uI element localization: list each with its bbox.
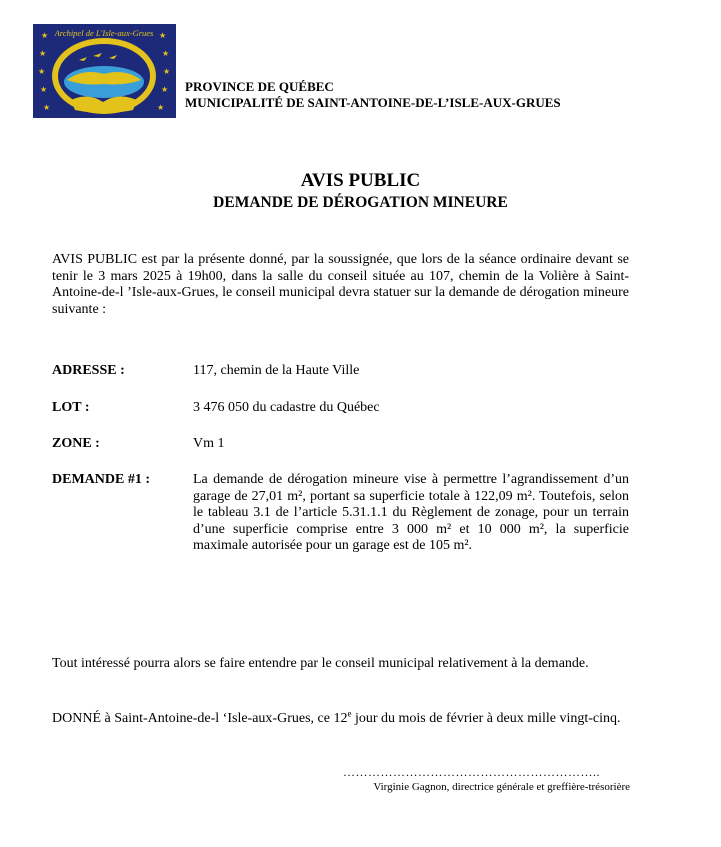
given-paragraph — [52, 708, 629, 728]
given-text-end: jour du mois de février à deux mille vingt-cinq. — [351, 711, 621, 726]
address-label: ADRESSE : — [52, 363, 125, 378]
svg-text:★: ★ — [159, 31, 167, 40]
logo-text: Archipel de L'Isle-aux-Grues — [54, 28, 154, 38]
demande-value: La demande de dérogation mineure vise à permettre l’agrandissement d’un garage de 27,01 m², portant sa superficie totale à 122,09 m². Toutefois, selon le tableau 3.1 de l’article 5.31.1.1 du Règlement de zonage, pour un terrain d’une superficie comprise entre 3 000 m² et 10 000 m², la superficie maximale autorisée pour un garage est de 105 m². — [193, 472, 629, 553]
signature-line: …………………………………………………….. — [343, 765, 600, 779]
header-province: PROVINCE DE QUÉBEC — [185, 79, 334, 94]
svg-text:★: ★ — [162, 49, 170, 58]
signatory-name: Virginie Gagnon, directrice générale et greffière-trésorière — [373, 781, 630, 793]
interest-paragraph: Tout intéressé pourra alors se faire entendre par le conseil municipal relativement à la demande. — [52, 656, 589, 671]
svg-text:★: ★ — [163, 67, 171, 76]
lot-value: 3 476 050 du cadastre du Québec — [193, 400, 380, 415]
zone-value: Vm 1 — [193, 436, 225, 451]
given-text-start: DONNÉ à Saint-Antoine-de-l ‘Isle-aux-Grues, ce 12 — [52, 711, 348, 726]
demande-label: DEMANDE #1 : — [52, 472, 150, 487]
svg-text:★: ★ — [43, 103, 51, 112]
zone-label: ZONE : — [52, 436, 100, 451]
svg-text:★: ★ — [41, 31, 49, 40]
intro-paragraph: AVIS PUBLIC est par la présente donné, par la soussignée, que lors de la séance ordinaire devant se tenir le 3 mars 2025 à 19h00, dans la salle du conseil située au 107, chemin de la Volière à Saint-Antoine-de-l ’Isle-aux-Grues, le conseil municipal devra statuer sur la demande de dérogation mineure suivante : — [52, 252, 629, 317]
svg-text:★: ★ — [38, 67, 46, 76]
document-header — [185, 79, 561, 111]
svg-text:★: ★ — [40, 85, 48, 94]
given-ordinal: e — [347, 708, 352, 719]
page-title: AVIS PUBLIC — [300, 170, 421, 191]
svg-text:★: ★ — [157, 103, 165, 112]
page-subtitle: DEMANDE DE DÉROGATION MINEURE — [213, 194, 508, 211]
svg-text:★: ★ — [161, 85, 169, 94]
header-municipality: MUNICIPALITÉ DE SAINT-ANTOINE-DE-L’ISLE-AUX-GRUES — [185, 95, 561, 110]
title-block — [0, 170, 721, 213]
municipality-logo — [33, 24, 176, 118]
address-value: 117, chemin de la Haute Ville — [193, 363, 360, 378]
lot-label: LOT : — [52, 400, 90, 415]
svg-text:★: ★ — [39, 49, 47, 58]
